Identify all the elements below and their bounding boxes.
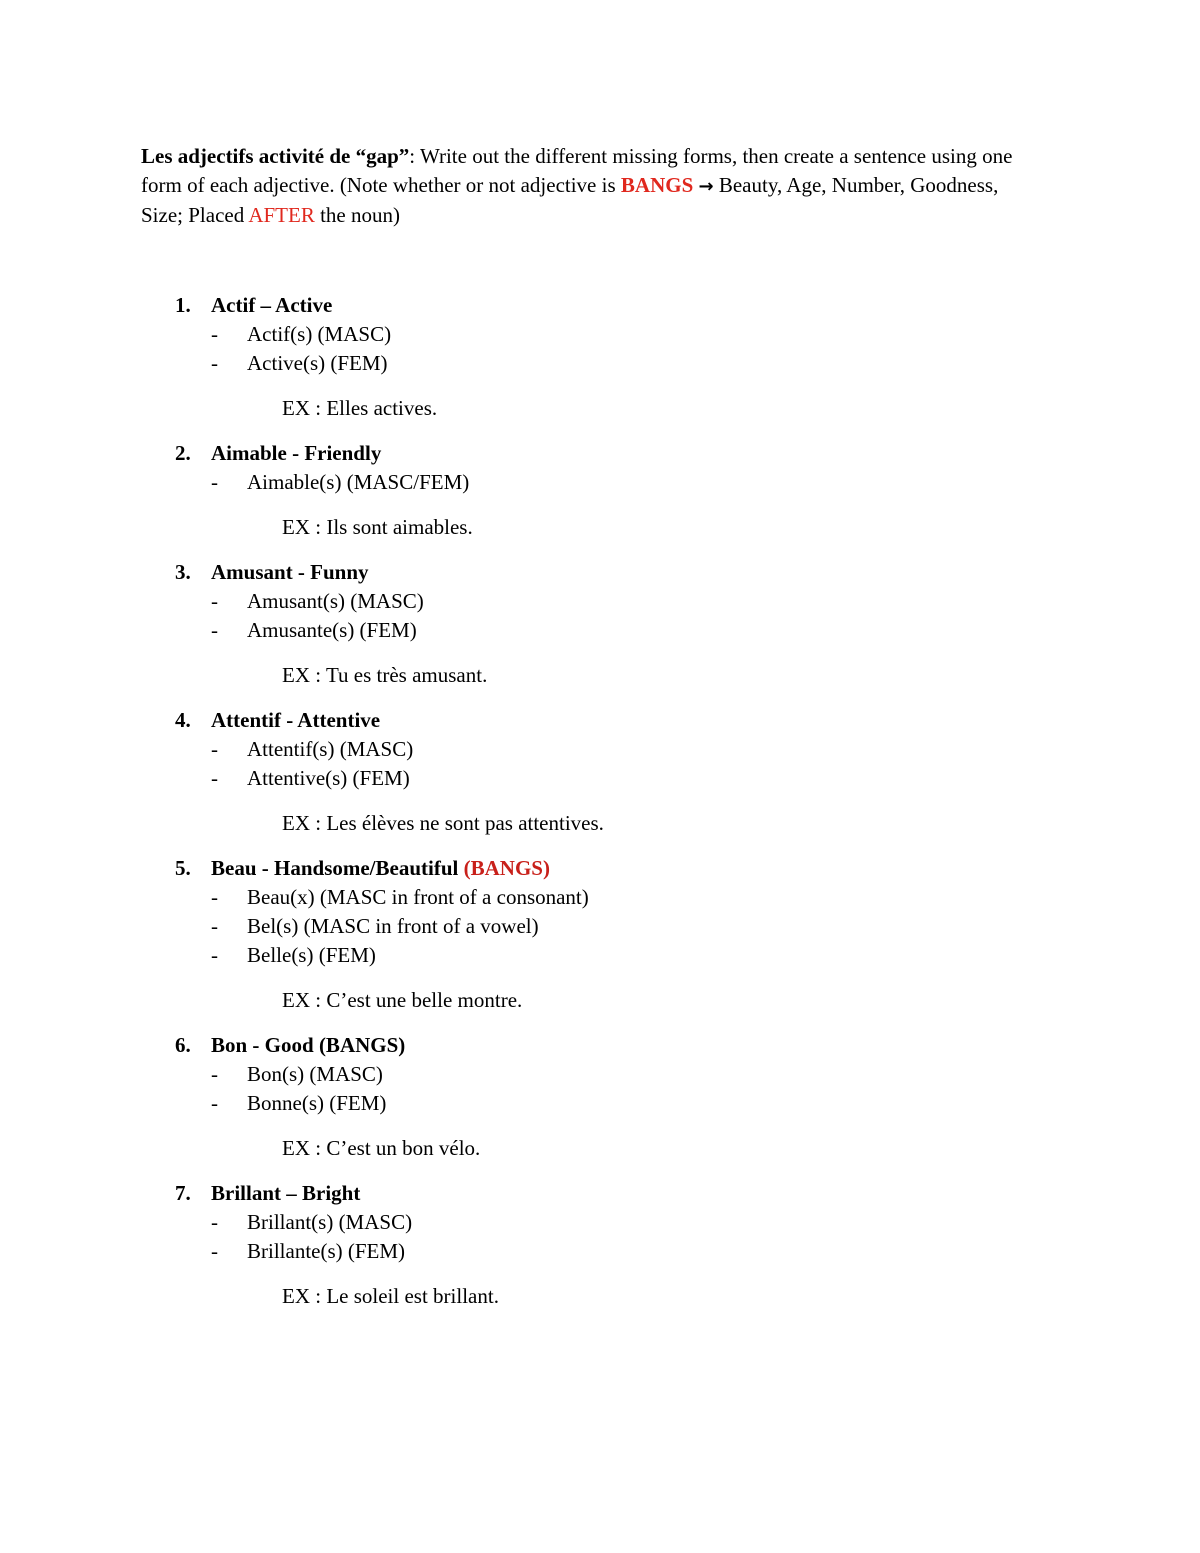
example-sentence: EX : Tu es très amusant.	[282, 663, 488, 687]
form-line: - Active(s) (FEM)	[211, 351, 388, 375]
entry-heading	[175, 706, 380, 735]
form-line: - Brillante(s) (FEM)	[211, 1239, 406, 1263]
form-line: - Actif(s) (MASC)	[211, 322, 392, 346]
entry-title: Bon - Good (BANGS)	[211, 1033, 406, 1057]
entry-title: Amusant - Funny	[211, 560, 369, 584]
form-line: - Aimable(s) (MASC/FEM)	[211, 470, 470, 494]
bangs-label: (BANGS)	[463, 856, 550, 880]
form-line: - Belle(s) (FEM)	[211, 943, 376, 967]
entry-title: Attentif - Attentive	[211, 708, 381, 732]
example-sentence: EX : Ils sont aimables.	[282, 515, 473, 539]
form-text: Amusant(s) (MASC)	[247, 589, 424, 613]
entry-heading	[175, 291, 332, 320]
form-text: Actif(s) (MASC)	[247, 322, 392, 346]
example-sentence: EX : C’est un bon vélo.	[282, 1136, 481, 1160]
entry-title: Actif – Active	[211, 293, 333, 317]
form-text: Attentive(s) (FEM)	[247, 766, 410, 790]
entry-title: Beau - Handsome/Beautiful	[211, 856, 464, 880]
form-text: Brillant(s) (MASC)	[247, 1210, 413, 1234]
entry-number: 4.	[175, 708, 191, 732]
entry-heading	[175, 854, 550, 883]
entry-number: 1.	[175, 293, 191, 317]
example-sentence: EX : C’est une belle montre.	[282, 988, 523, 1012]
form-text: Brillante(s) (FEM)	[247, 1239, 406, 1263]
entry-heading	[175, 1179, 360, 1208]
entry-title: Aimable - Friendly	[211, 441, 382, 465]
example-sentence: EX : Les élèves ne sont pas attentives.	[282, 811, 604, 835]
entry-heading	[175, 1031, 405, 1060]
instructions-text-1: : Write out the different missing forms, then create a sentence using one form of each adjective. (Note whether or not adjective is	[141, 144, 1013, 197]
form-line: - Bel(s) (MASC in front of a vowel)	[211, 914, 539, 938]
form-text: Active(s) (FEM)	[247, 351, 388, 375]
instructions-text-3: the noun)	[314, 203, 400, 227]
form-text: Amusante(s) (FEM)	[247, 618, 417, 642]
form-text: Bonne(s) (FEM)	[247, 1091, 387, 1115]
form-text: Beau(x) (MASC in front of a consonant)	[247, 885, 589, 909]
example-sentence: EX : Le soleil est brillant.	[282, 1284, 499, 1308]
entry-number: 5.	[175, 856, 191, 880]
form-text: Aimable(s) (MASC/FEM)	[247, 470, 470, 494]
right-arrow-icon: →	[698, 176, 714, 197]
entry-number: 6.	[175, 1033, 191, 1057]
activity-title: Les adjectifs activité de “gap”	[141, 144, 410, 168]
entry-heading	[175, 558, 369, 587]
after-keyword: AFTER	[248, 203, 315, 227]
entry-number: 7.	[175, 1181, 191, 1205]
form-line: - Bonne(s) (FEM)	[211, 1091, 387, 1115]
form-line: - Bon(s) (MASC)	[211, 1062, 383, 1086]
form-line: - Attentif(s) (MASC)	[211, 737, 414, 761]
entry-title: Brillant – Bright	[211, 1181, 361, 1205]
form-line: - Attentive(s) (FEM)	[211, 766, 410, 790]
form-text: Bel(s) (MASC in front of a vowel)	[247, 914, 539, 938]
form-line: - Amusante(s) (FEM)	[211, 618, 417, 642]
form-line: - Brillant(s) (MASC)	[211, 1210, 413, 1234]
form-text: Attentif(s) (MASC)	[247, 737, 414, 761]
bangs-keyword: BANGS	[620, 173, 694, 197]
instructions-paragraph	[141, 142, 1041, 230]
form-text: Bon(s) (MASC)	[247, 1062, 383, 1086]
entry-heading	[175, 439, 381, 468]
form-line: - Amusant(s) (MASC)	[211, 589, 424, 613]
entry-number: 2.	[175, 441, 191, 465]
form-line: - Beau(x) (MASC in front of a consonant)	[211, 885, 589, 909]
instructions-text-2: Beauty, Age, Number, Goodness, Size; Placed	[141, 173, 999, 227]
entry-number: 3.	[175, 560, 191, 584]
example-sentence: EX : Elles actives.	[282, 396, 438, 420]
form-text: Belle(s) (FEM)	[247, 943, 376, 967]
